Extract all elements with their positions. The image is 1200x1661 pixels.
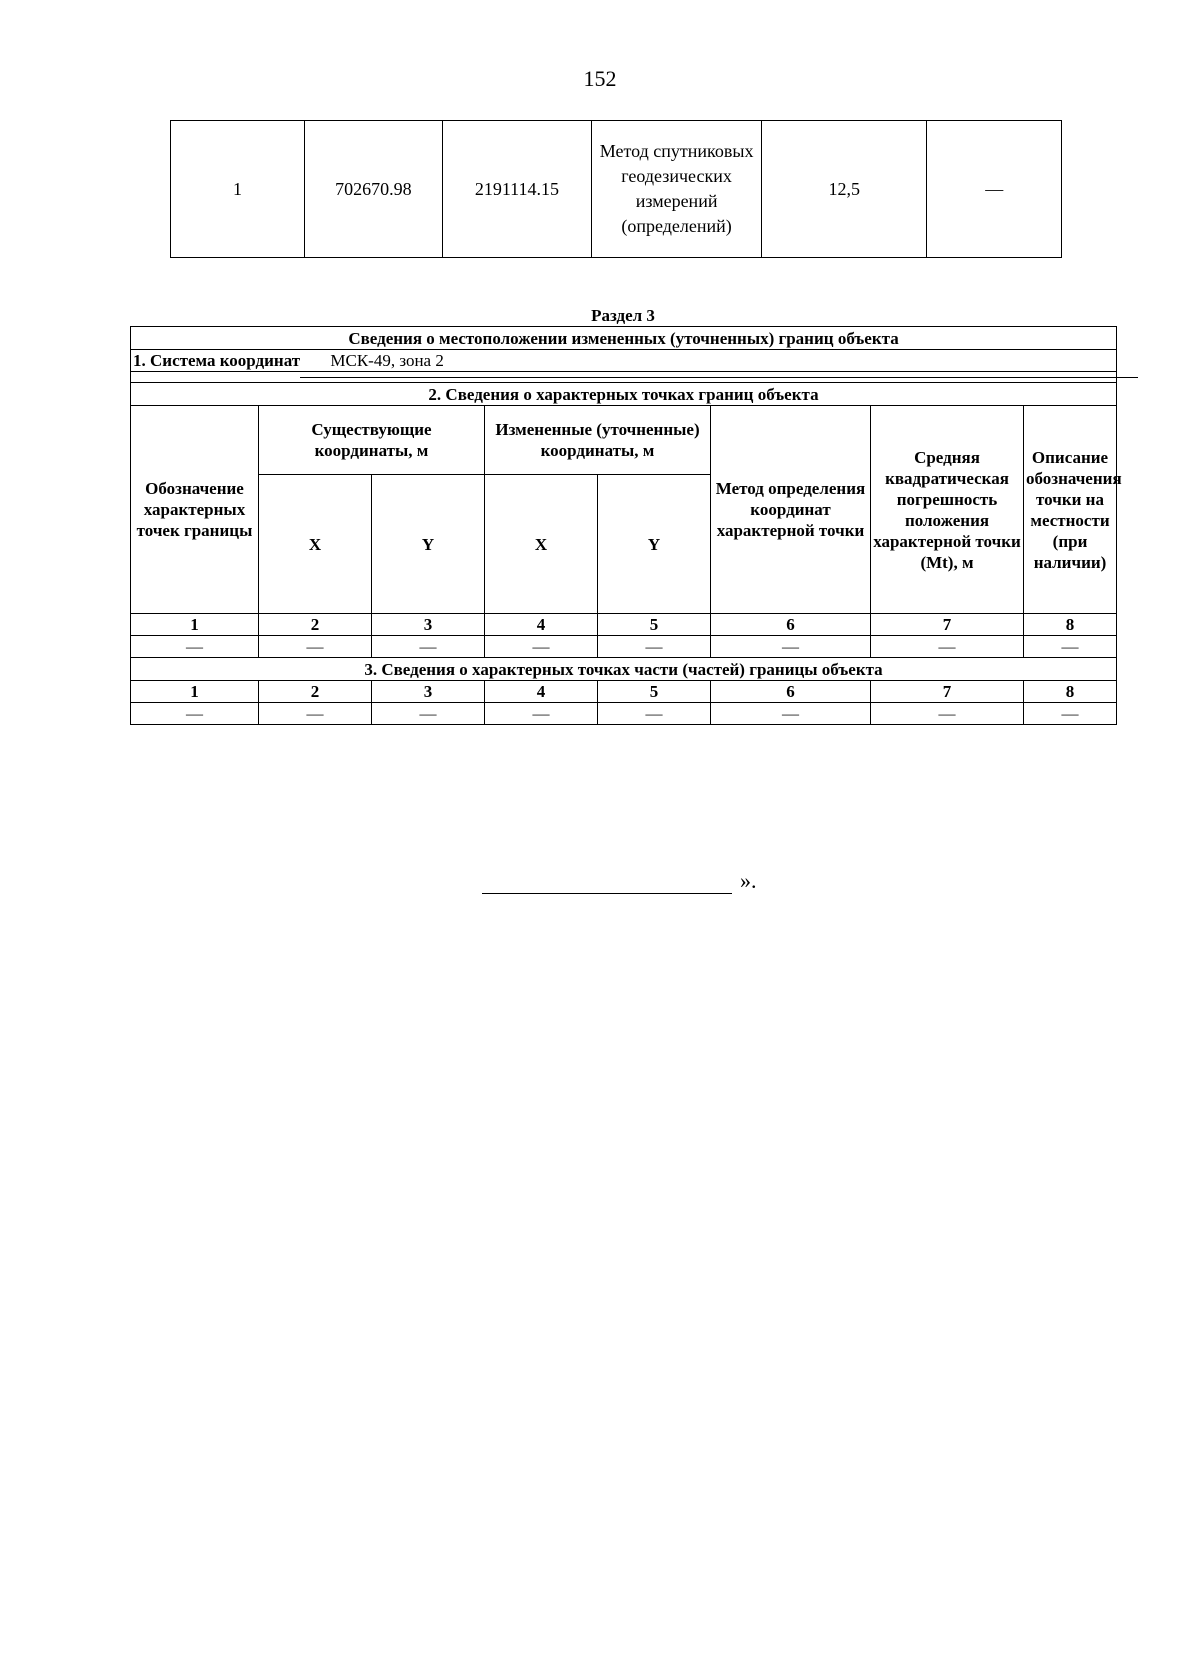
empty-value-cell: — <box>598 703 711 725</box>
table-row <box>131 614 1117 636</box>
table-row <box>131 406 1117 475</box>
accuracy-cell: 12,5 <box>762 121 927 258</box>
signature-blank <box>482 871 732 894</box>
header-changed: Измененные (уточненные) координаты, м <box>485 406 711 475</box>
empty-value-cell: — <box>711 703 871 725</box>
coord-system-cell <box>131 350 1117 372</box>
point-cell: 1 <box>171 121 305 258</box>
table-title: Сведения о местоположении измененных (уточненных) границ объекта <box>131 327 1117 350</box>
empty-value-cell: — <box>372 636 485 658</box>
coordinates-table-top <box>170 120 1062 258</box>
table-row <box>131 383 1117 406</box>
subsection-3-title: 3. Сведения о характерных точках части (частей) границы объекта <box>131 658 1117 681</box>
empty-value-cell: — <box>131 703 259 725</box>
empty-value-cell: — <box>372 703 485 725</box>
header-existing: Существующие координаты, м <box>259 406 485 475</box>
header-x-changed: X <box>485 475 598 614</box>
coord-system-underline <box>300 377 1138 378</box>
header-x-existing: X <box>259 475 372 614</box>
header-designation: Обозначение характерных точек границы <box>131 406 259 614</box>
column-number: 1 <box>131 614 259 636</box>
table-row <box>131 636 1117 658</box>
header-method: Метод определения координат характерной точки <box>711 406 871 614</box>
column-number: 2 <box>259 614 372 636</box>
closing-mark: ». <box>740 868 757 893</box>
empty-value-cell: — <box>1024 636 1117 658</box>
empty-value-cell: — <box>485 636 598 658</box>
header-description: Описание обозначения точки на местности (при наличии) <box>1024 406 1117 614</box>
column-number: 6 <box>711 681 871 703</box>
column-number: 7 <box>871 681 1024 703</box>
table-row <box>131 681 1117 703</box>
table-row <box>131 350 1117 372</box>
column-number: 3 <box>372 614 485 636</box>
table-row <box>131 658 1117 681</box>
empty-value-cell: — <box>871 636 1024 658</box>
column-number: 2 <box>259 681 372 703</box>
coord-system-value: МСК-49, зона 2 <box>330 351 444 370</box>
header-accuracy: Средняя квадратическая погрешность положения характерной точки (Mt), м <box>871 406 1024 614</box>
column-number: 4 <box>485 681 598 703</box>
table-row <box>171 121 1062 258</box>
column-number: 8 <box>1024 614 1117 636</box>
empty-value-cell: — <box>131 636 259 658</box>
column-number: 8 <box>1024 681 1117 703</box>
column-number: 7 <box>871 614 1024 636</box>
header-y-changed: Y <box>598 475 711 614</box>
empty-value-cell: — <box>485 703 598 725</box>
method-cell: Метод спутниковых геодезических измерений (определений) <box>592 121 762 258</box>
empty-value-cell: — <box>598 636 711 658</box>
empty-value-cell: — <box>259 703 372 725</box>
y-cell: 2191114.15 <box>442 121 591 258</box>
column-number: 5 <box>598 614 711 636</box>
empty-value-cell: — <box>259 636 372 658</box>
column-number: 4 <box>485 614 598 636</box>
table-row <box>131 703 1117 725</box>
empty-value-cell: — <box>711 636 871 658</box>
column-number: 6 <box>711 614 871 636</box>
column-number: 3 <box>372 681 485 703</box>
description-cell: — <box>927 121 1062 258</box>
coord-system-label: 1. Система координат <box>133 351 301 370</box>
x-cell: 702670.98 <box>304 121 442 258</box>
empty-value-cell: — <box>871 703 1024 725</box>
page-number: 152 <box>583 66 617 91</box>
boundary-table <box>130 326 1122 725</box>
subsection-2-title: 2. Сведения о характерных точках границ объекта <box>131 383 1117 406</box>
table-row <box>131 327 1117 350</box>
closing-line <box>482 868 757 894</box>
column-number: 1 <box>131 681 259 703</box>
section-title: Раздел 3 <box>591 306 655 325</box>
header-y-existing: Y <box>372 475 485 614</box>
empty-value-cell: — <box>1024 703 1117 725</box>
column-number: 5 <box>598 681 711 703</box>
